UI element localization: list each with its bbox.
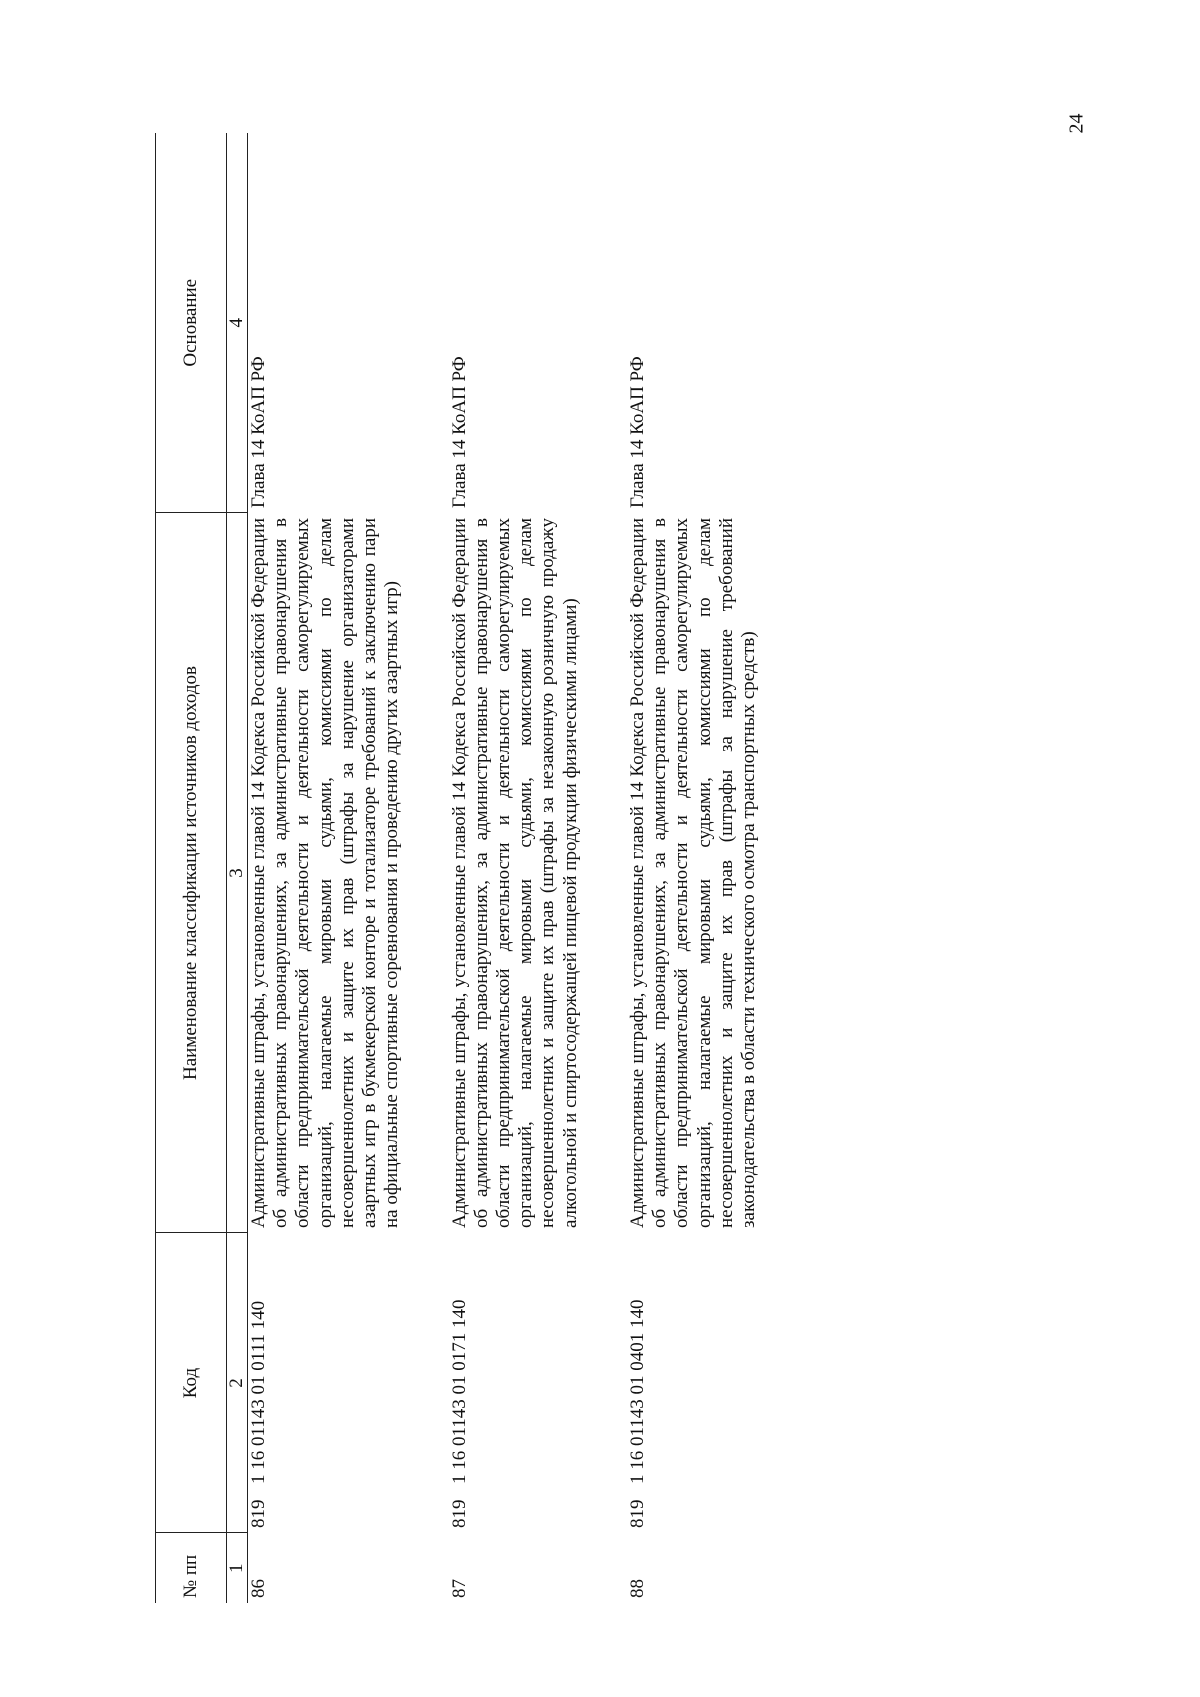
row-code	[449, 1233, 627, 1533]
column-index: 4	[227, 133, 248, 513]
header-code: Код	[156, 1233, 227, 1533]
table-body	[248, 133, 806, 1603]
column-index: 1	[227, 1533, 248, 1603]
row-name: Административные штрафы, установленные главой 14 Кодекса Российской Федерации об административных правонарушениях, за административные правонарушения в области предпринимательской деятельности и деятельности саморегулируемых организаций, налагаемые мировыми судьями, комиссиями по делам несовершеннолетних и защите их прав (штрафы за незаконную розничную продажу алкогольной и спиртосодержащей пищевой продукции физическими лицами)	[448, 518, 581, 1228]
row-name: Административные штрафы, установленные главой 14 Кодекса Российской Федерации об административных правонарушениях, за административные правонарушения в области предпринимательской деятельности и деятельности саморегулируемых организаций, налагаемые мировыми судьями, комиссиями по делам несовершеннолетних и защите их прав (штрафы за нарушение организаторами азартных игр в букмекерской конторе и тотализаторе требований к заключению пари на официальные спортивные соревнования и проведению других азартных игр)	[248, 518, 403, 1228]
row-number: 86	[248, 1579, 269, 1598]
table-row	[449, 133, 627, 1603]
column-index: 3	[227, 513, 248, 1233]
admin-code: 819	[448, 1499, 470, 1528]
rotated-table-area	[155, 133, 915, 1603]
header-num: № пп	[156, 1533, 227, 1603]
landscape-sheet	[155, 133, 915, 1603]
classification-code: 1 16 01143 01 0171 140	[448, 1299, 470, 1484]
column-index-row	[227, 133, 248, 1603]
header-basis: Основание	[156, 133, 227, 513]
table-header	[156, 133, 248, 1603]
row-basis: Глава 14 КоАП РФ	[248, 356, 269, 508]
row-name: Административные штрафы, установленные главой 14 Кодекса Российской Федерации об административных правонарушениях, за административные правонарушения в области предпринимательской деятельности и деятельности саморегулируемых организаций, налагаемые мировыми судьями, комиссиями по делам несовершеннолетних и защите их прав (штрафы за нарушение требований законодательства в области технического осмотра транспортных средств)	[626, 518, 759, 1228]
revenue-classification-table	[155, 133, 805, 1603]
row-number: 87	[448, 1579, 470, 1598]
table-row	[248, 133, 449, 1603]
classification-code: 1 16 01143 01 0111 140	[248, 1300, 269, 1484]
admin-code: 819	[626, 1499, 648, 1528]
row-code	[627, 1233, 805, 1533]
header-name: Наименование классификации источников доходов	[156, 513, 227, 1233]
table-row	[627, 133, 805, 1603]
page-number: 24	[1065, 113, 1088, 134]
row-number: 88	[626, 1579, 648, 1598]
row-basis: Глава 14 КоАП РФ	[626, 356, 648, 508]
admin-code: 819	[248, 1499, 269, 1528]
row-code	[248, 1233, 449, 1533]
classification-code: 1 16 01143 01 0401 140	[626, 1299, 648, 1484]
column-index: 2	[227, 1233, 248, 1533]
row-basis: Глава 14 КоАП РФ	[448, 356, 470, 508]
header-row	[156, 133, 227, 1603]
